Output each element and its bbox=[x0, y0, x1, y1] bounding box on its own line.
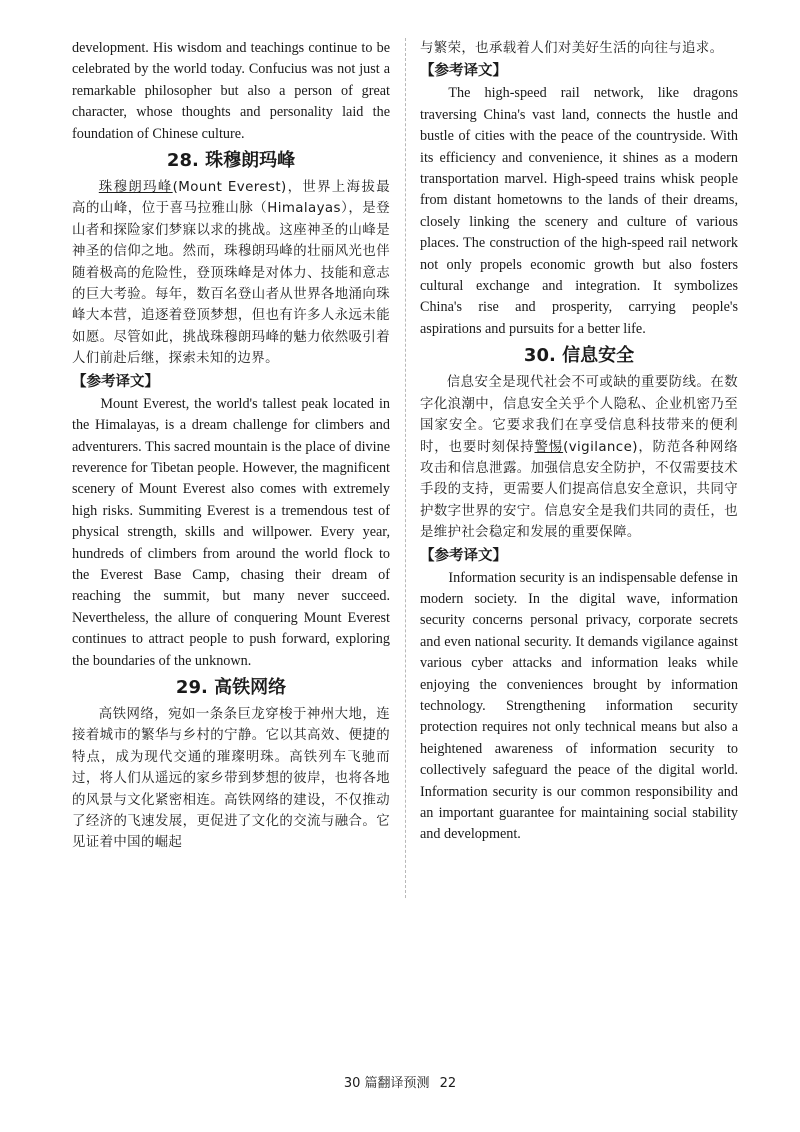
column-divider bbox=[405, 38, 406, 898]
page-footer bbox=[0, 1072, 800, 1091]
section-28-ref-label: 【参考译文】 bbox=[72, 373, 159, 390]
section-28-title: 28. 珠穆朗玛峰 bbox=[166, 150, 296, 172]
section-28-english: Mount Everest, the world's tallest peak located in the Himalayas, is a dream challenge for climbers and adventurers. This sacred mountain is the place of divine reverence for Tibetan people. However, the magnificent scenery of Mount Everest also comes with extremely high risks. Summiting Everest is a tremendous test of physical strength, skills and willpower. Every year, hundreds of climbers from around the world flock to the Everest Base Camp, chasing their dream of reaching the summit, but many never succeed. Nevertheless, the allure of conquering Mount Everest continues to attract people to push forward, exploring the boundaries of the unknown. bbox=[72, 395, 390, 669]
section-29-title: 29. 高铁网络 bbox=[175, 676, 287, 698]
section-30-title: 30. 信息安全 bbox=[523, 345, 635, 367]
section-29-english: The high-speed rail network, like dragons traversing China's vast land, connects the hustle and bustle of cities with the peace of the countryside. With its efficiency and convenience, it shines as a modern transportation marvel. High-speed trains whisk people from distant hometowns to the lands of their dreams, closely linking the scenery and culture of various places. The construction of the high-speed rail network not only propels economic growth but also fosters cultural exchange and integration. It symbolizes China's rise and prosperity, carrying people's aspirations and pursuits for a better life. bbox=[420, 85, 738, 337]
footer-page-number: 22 bbox=[439, 1076, 457, 1091]
footer-book-title: 30 篇翻译预测 bbox=[343, 1076, 430, 1091]
intro-paragraph: development. His wisdom and teachings continue to be celebrated by the world today. Confucius was not just a remarkable philosopher but also a person of great character, whose thoughts and personality laid the foundation of Chinese culture. bbox=[72, 40, 390, 142]
section-29-chinese-continued: 与繁荣，也承载着人们对美好生活的向往与追求。 bbox=[420, 41, 724, 56]
left-column bbox=[72, 38, 390, 854]
section-30-english: Information security is an indispensable defense in modern society. In the digital wave, information security concerns personal privacy, corporate secrets and even national security. It demands vigilance against various cyber attacks and information leaks while enjoying the conveniences brought by information technology. Strengthening information security protection requires not only technical means but also a heightened awareness of information security to collectively safeguard the peace of the digital world. Information security is our common responsibility and an important guarantee for maintaining social stability and development. bbox=[420, 569, 738, 843]
right-column bbox=[420, 38, 738, 846]
section-30-term: 警惕 bbox=[534, 439, 564, 455]
section-28-chinese bbox=[72, 177, 390, 370]
section-30-ref-label: 【参考译文】 bbox=[420, 547, 507, 564]
section-29-chinese: 高铁网络，宛如一条条巨龙穿梭于神州大地，连接着城市的繁华与乡村的宁静。它以其高效、便捷的特点，成为现代交通的璀璨明珠。高铁列车飞驰而过，将人们从遥远的家乡带到梦想的彼岸，也将各地的风景与文化紧密相连。高铁网络的建设，不仅推动了经济的飞速发展，更促进了文化的交流与融合。它见证着中国的崛起 bbox=[72, 706, 390, 851]
section-30-chinese-part2: (vigilance)，防范各种网络攻击和信息泄露。加强信息安全防护，不仅需要技术手段的支持，更需要人们提高信息安全意识，共同守护数字世界的安宁。信息安全是我们共同的责任，也是维护社会稳定和发展的重要保障。 bbox=[420, 439, 738, 541]
section-30-chinese bbox=[420, 372, 738, 543]
section-28-chinese-body: (Mount Everest)，世界上海拔最高的山峰，位于喜马拉雅山脉（Himalayas），是登山者和探险家们梦寐以求的挑战。这座神圣的山峰是神圣的信仰之地。然而，珠穆朗玛峰的壮丽风光也伴随着极高的危险性，登顶珠峰是对体力、技能和意志的巨大考验。每年，数百名登山者从世界各地涌向珠峰大本营，追逐着登顶梦想，但也有许多人永远未能如愿。尽管如此，挑战珠穆朗玛峰的魅力依然吸引着人们前赴后继，探索未知的边界。 bbox=[72, 180, 391, 367]
section-30-chinese-part1: 信息安全是现代社会不可或缺的重要防线。在数字化浪潮中，信息安全关乎个人隐私、企业机密乃至国家安全。它要求我们在享受信息科技带来的便利时，也要时刻保持 bbox=[420, 375, 738, 455]
section-28-term: 珠穆朗玛峰 bbox=[98, 180, 173, 196]
section-29-ref-label: 【参考译文】 bbox=[420, 63, 507, 80]
